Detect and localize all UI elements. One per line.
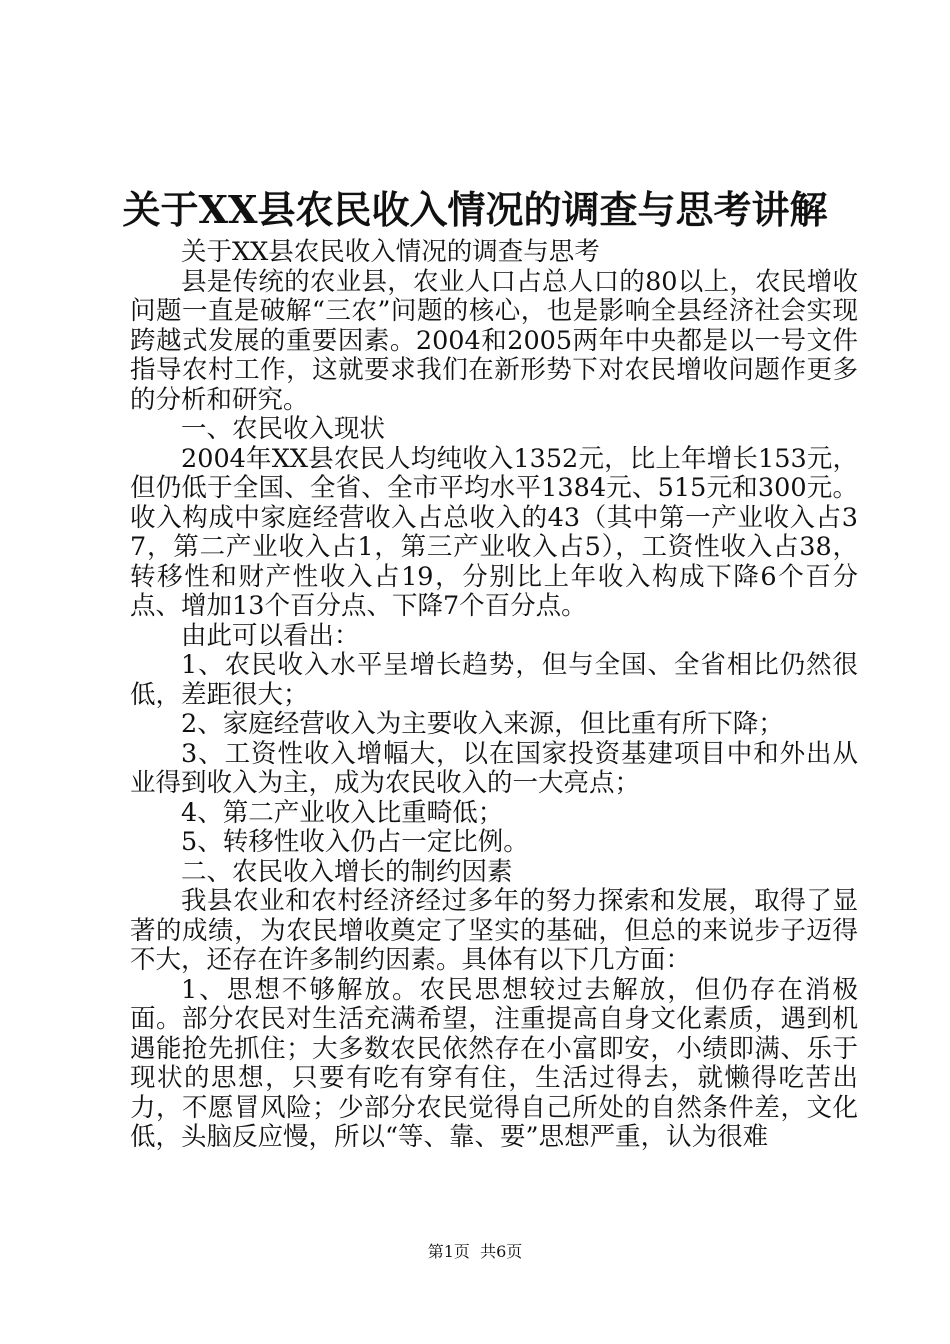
- paragraph-constraint-1: 1、思想不够解放。农民思想较过去解放，但仍存在消极面。部分农民对生活充满希望，注重提高自身文化素质，遇到机遇能抢先抓住；大多数农民依然存在小富即安，小绩即满、乐于现状的思想，只要有吃有穿有住，生活过得去，就懒得吃苦出力，不愿冒风险；少部分农民觉得自己所处的自然条件差，文化低，头脑反应慢，所以“等、靠、要”思想严重，认为很难: [130, 974, 858, 1152]
- list-item-5: 5、转移性收入仍占一定比例。: [181, 827, 529, 857]
- list-item-3: 3、工资性收入增幅大，以在国家投资基建项目中和外出从业得到收入为主，成为农民收入的一大亮点；: [130, 738, 858, 798]
- page-total: 共6页: [480, 1242, 523, 1261]
- page-number: 第1页: [427, 1242, 470, 1261]
- page-footer: [0, 1242, 950, 1262]
- paragraph-subtitle: 关于XX县农民收入情况的调查与思考: [181, 237, 600, 267]
- list-item-1: 1、农民收入水平呈增长趋势，但与全国、全省相比仍然很低，差距很大；: [130, 650, 858, 710]
- section-heading-status: 一、农民收入现状: [181, 414, 386, 444]
- footer-spacer: [470, 1242, 480, 1261]
- paragraph-conclusion-lead: 由此可以看出：: [181, 620, 360, 651]
- paragraph-intro: 县是传统的农业县，农业人口占总人口的80以上，农民增收问题一直是破解“三农”问题的核心，也是影响全县经济社会实现跨越式发展的重要因素。2004和2005两年中央都是以一号文件指导农村工作，这就要求我们在新形势下对农民增收问题作更多的分析和研究。: [130, 266, 858, 415]
- section-heading-constraints: 二、农民收入增长的制约因素: [181, 856, 513, 887]
- list-item-4: 4、第二产业收入比重畸低；: [181, 797, 504, 828]
- list-item-2: 2、家庭经营收入为主要收入来源，但比重有所下降；: [181, 709, 784, 739]
- paragraph-constraints-intro: 我县农业和农村经济经过多年的努力探索和发展，取得了显著的成绩，为农民增收奠定了坚实的基础，但总的来说步子迈得不大，还存在许多制约因素。具体有以下几方面：: [130, 886, 858, 975]
- document-title: 关于XX县农民收入情况的调查与思考讲解: [122, 187, 828, 232]
- document-body: [130, 238, 858, 1153]
- paragraph-income-status: 2004年XX县农民人均纯收入1352元，比上年增长153元，但仍低于全国、全省、全市平均水平1384元、515元和300元。收入构成中家庭经营收入占总收入的43（其中第一产业收入占37，第二产业收入占1，第三产业收入占5），工资性收入占38，转移性和财产性收入占19，分别比上年收入构成下降6个百分点、增加13个百分点、下降7个百分点。: [130, 443, 858, 621]
